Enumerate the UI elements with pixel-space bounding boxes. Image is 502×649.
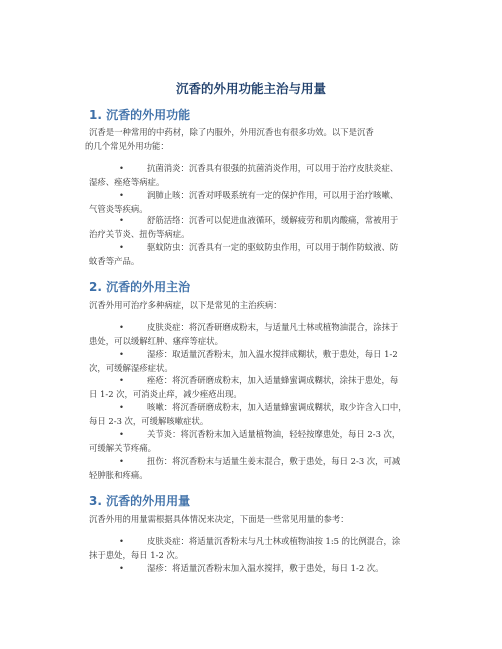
list-item: • 舒筋活络：沉香可以促进血液循环，缓解疲劳和肌肉酸痛，常被用于 治疗关节炎、扭伤等病症。 xyxy=(89,215,399,239)
list-item: • 关节炎：将沉香粉末加入适量植物油，轻轻按摩患处，每日 2-3 次， 可缓解关节疼痛。 xyxy=(89,429,401,453)
list-item: • 润肺止咳：沉香对呼吸系统有一定的保护作用，可以用于治疗咳嗽、 气管炎等疾病。 xyxy=(89,190,399,214)
bullet-icon: • xyxy=(119,163,124,173)
bullet-icon: • xyxy=(119,375,124,385)
list-item: • 驱蚊防虫：沉香具有一定的驱蚊防虫作用，可以用于制作防蚊液、防 蚊香等产品。 xyxy=(89,242,399,266)
bullet-icon: • xyxy=(119,429,124,439)
list-item: • 湿疹：取适量沉香粉末，加入温水搅拌成糊状，敷于患处，每日 1-2 次，可缓解湿疹症状。 xyxy=(89,349,398,373)
section-heading-2: 2. 沉香的外用主治 xyxy=(89,280,191,294)
section-intro-1: 沉香是一种常用的中药材，除了内服外，外用沉香也有很多功效。以下是沉香 的几个常见外用功能： xyxy=(85,127,374,151)
section-heading-3: 3. 沉香的外用用量 xyxy=(89,494,191,508)
bullet-icon: • xyxy=(119,402,124,412)
bullet-icon: • xyxy=(119,242,124,252)
bullet-icon: • xyxy=(119,215,124,225)
section-heading-1: 1. 沉香的外用功能 xyxy=(89,108,191,122)
bullet-icon: • xyxy=(119,190,124,200)
list-item: • 湿疹：将适量沉香粉末加入温水搅拌，敷于患处，每日 1-2 次。 xyxy=(89,562,434,576)
bullet-icon: • xyxy=(119,536,124,546)
bullet-icon: • xyxy=(119,322,124,332)
list-item: • 扭伤：将沉香粉末与适量生姜末混合，敷于患处，每日 2-3 次，可减 轻肿胀和疼痛。 xyxy=(89,456,401,480)
bullet-icon: • xyxy=(119,563,124,573)
list-item: • 痤疮：将沉香研磨成粉末，加入适量蜂蜜调成糊状，涂抹于患处，每 日 1-2 次，可消炎止痒，减少痤疮出现。 xyxy=(89,375,399,399)
bullet-icon: • xyxy=(119,349,124,359)
list-item: • 咳嗽：将沉香研磨成粉末，加入适量蜂蜜调成糊状，取少许含入口中， 每日 2-3 次，可缓解咳嗽症状。 xyxy=(89,402,407,426)
section-intro-2: 沉香外用可治疗多种病症，以下是常见的主治疾病： xyxy=(89,300,282,310)
list-item: • 抗菌消炎：沉香具有很强的抗菌消炎作用，可以用于治疗皮肤炎症、 湿疹、痤疮等病症。 xyxy=(89,163,399,187)
bullet-icon: • xyxy=(119,456,124,466)
list-item: • 皮肤炎症：将适量沉香粉末与凡士林或植物油按 1:5 的比例混合，涂 抹于患处，每日 1-2 次。 xyxy=(89,536,401,560)
section-intro-3: 沉香外用的用量需根据具体情况来决定，下面是一些常见用量的参考： xyxy=(89,514,349,524)
document-title: 沉香的外用功能主治与用量 xyxy=(175,81,326,96)
list-item: • 皮肤炎症：将沉香研磨成粉末，与适量凡士林或植物油混合，涂抹于 患处，可以缓解红肿、瘙痒等症状。 xyxy=(89,322,399,346)
